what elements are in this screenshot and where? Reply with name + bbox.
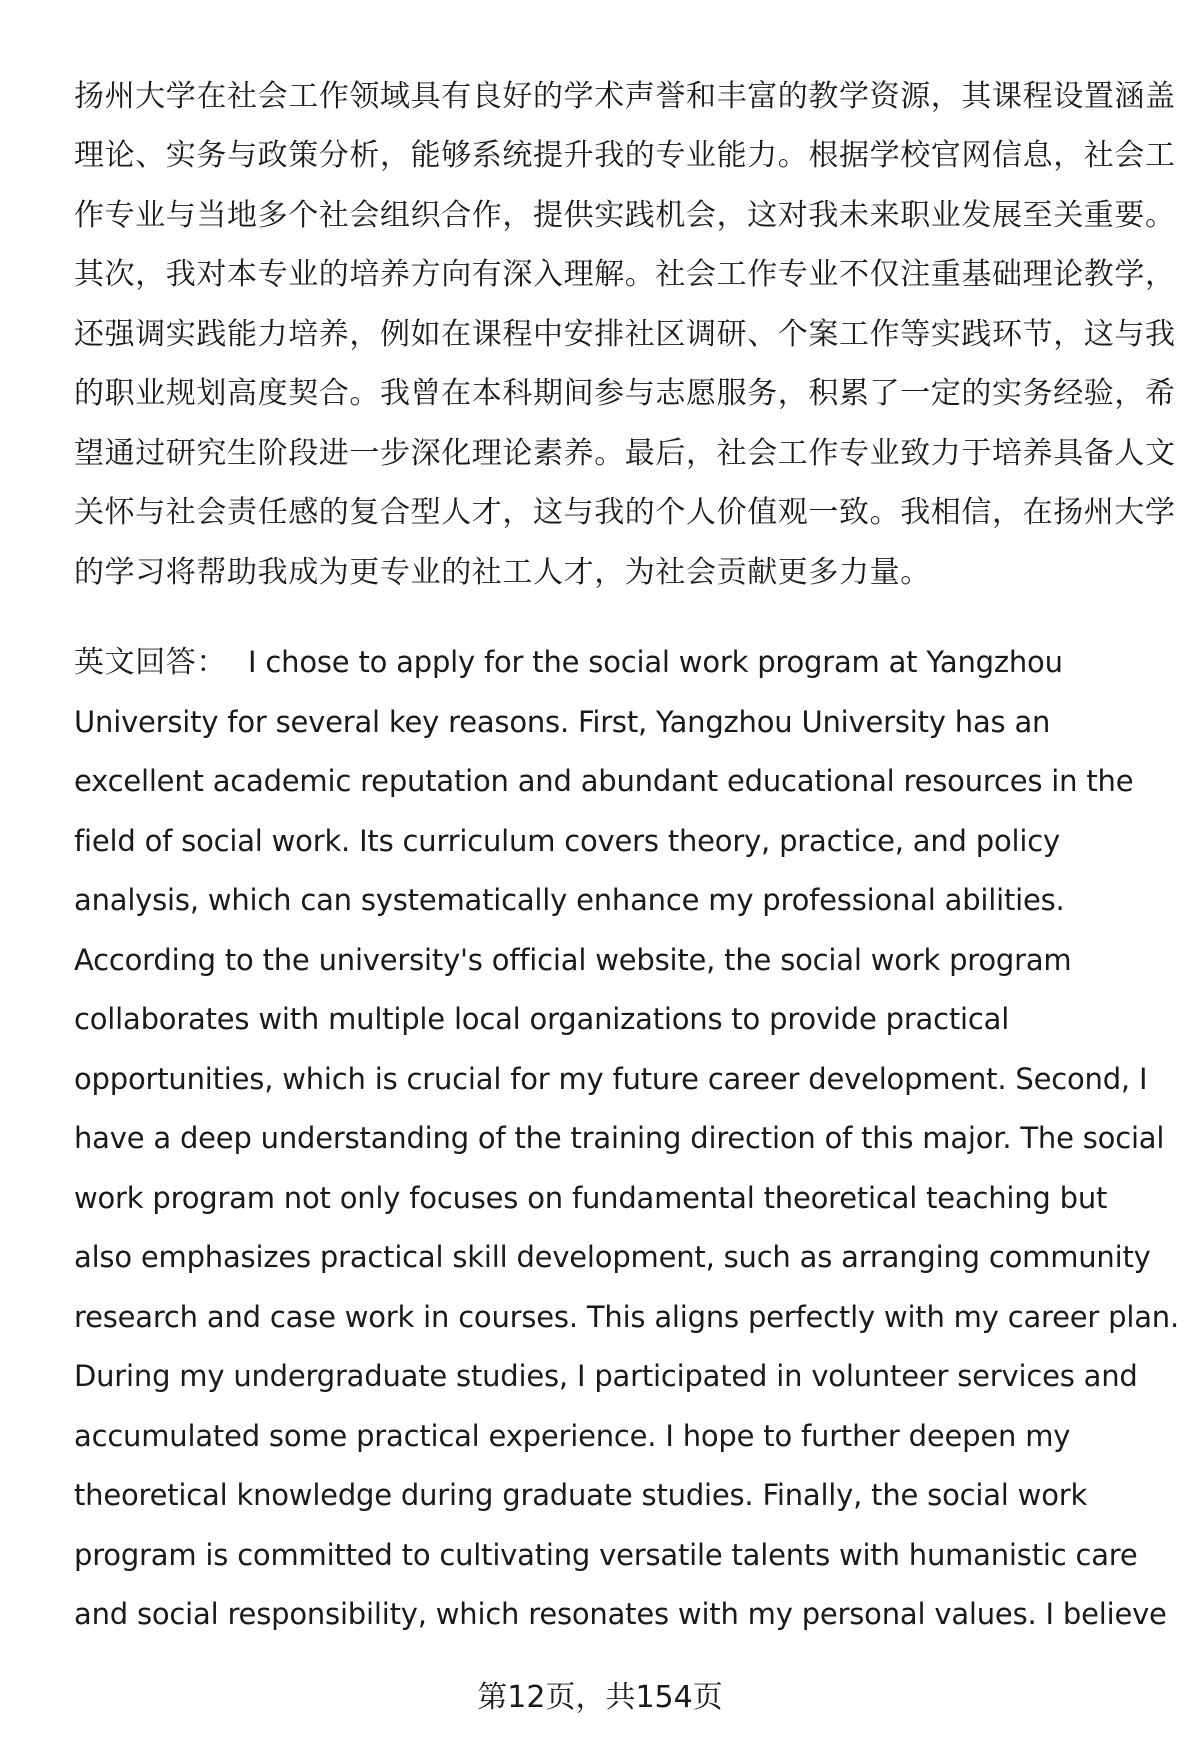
chinese-text-line: 作专业与当地多个社会组织合作，提供实践机会，这对我未来职业发展至关重要。 [74, 198, 1176, 233]
chinese-text-line: 理论、实务与政策分析，能够系统提升我的专业能力。根据学校官网信息，社会工 [74, 138, 1176, 173]
chinese-text-line: 望通过研究生阶段进一步深化理论素养。最后，社会工作专业致力于培养具备人文 [74, 436, 1176, 471]
english-answer-first-line [74, 642, 1063, 683]
english-answer-label: 英文回答： [74, 645, 227, 680]
english-text-line: collaborates with multiple local organizations to provide practical [74, 1002, 1010, 1036]
page-number-footer: 第12页，共154页 [477, 1680, 723, 1715]
chinese-text-line: 关怀与社会责任感的复合型人才，这与我的个人价值观一致。我相信，在扬州大学 [74, 495, 1176, 530]
english-text-line: excellent academic reputation and abundant educational resources in the [74, 764, 1134, 798]
english-text-line: research and case work in courses. This aligns perfectly with my career plan. [74, 1300, 1179, 1334]
chinese-text-line: 还强调实践能力培养，例如在课程中安排社区调研、个案工作等实践环节，这与我 [74, 317, 1176, 352]
english-text-line: field of social work. Its curriculum covers theory, practice, and policy [74, 824, 1060, 858]
chinese-text-line: 其次，我对本专业的培养方向有深入理解。社会工作专业不仅注重基础理论教学， [74, 257, 1176, 292]
english-text-line: also emphasizes practical skill development, such as arranging community [74, 1240, 1151, 1274]
english-text-line: have a deep understanding of the training direction of this major. The social [74, 1121, 1165, 1155]
english-text-line: accumulated some practical experience. I hope to further deepen my [74, 1419, 1071, 1453]
chinese-text-line: 的职业规划高度契合。我曾在本科期间参与志愿服务，积累了一定的实务经验，希 [74, 376, 1176, 411]
english-text-line: theoretical knowledge during graduate studies. Finally, the social work [74, 1478, 1088, 1512]
english-text-line: University for several key reasons. First, Yangzhou University has an [74, 705, 1051, 739]
english-text: I chose to apply for the social work program at Yangzhou [248, 645, 1063, 679]
english-text-line: and social responsibility, which resonates with my personal values. I believe [74, 1597, 1167, 1631]
english-text-line: program is committed to cultivating versatile talents with humanistic care [74, 1538, 1138, 1572]
english-text-line: During my undergraduate studies, I participated in volunteer services and [74, 1359, 1138, 1393]
english-text-line: opportunities, which is crucial for my future career development. Second, I [74, 1062, 1148, 1096]
english-text-line: analysis, which can systematically enhance my professional abilities. [74, 883, 1065, 917]
english-text-line: According to the university's official website, the social work program [74, 943, 1072, 977]
chinese-text-line: 扬州大学在社会工作领域具有良好的学术声誉和丰富的教学资源，其课程设置涵盖 [74, 79, 1176, 114]
english-text-line: work program not only focuses on fundamental theoretical teaching but [74, 1181, 1108, 1215]
chinese-text-line: 的学习将帮助我成为更专业的社工人才，为社会贡献更多力量。 [74, 555, 931, 590]
